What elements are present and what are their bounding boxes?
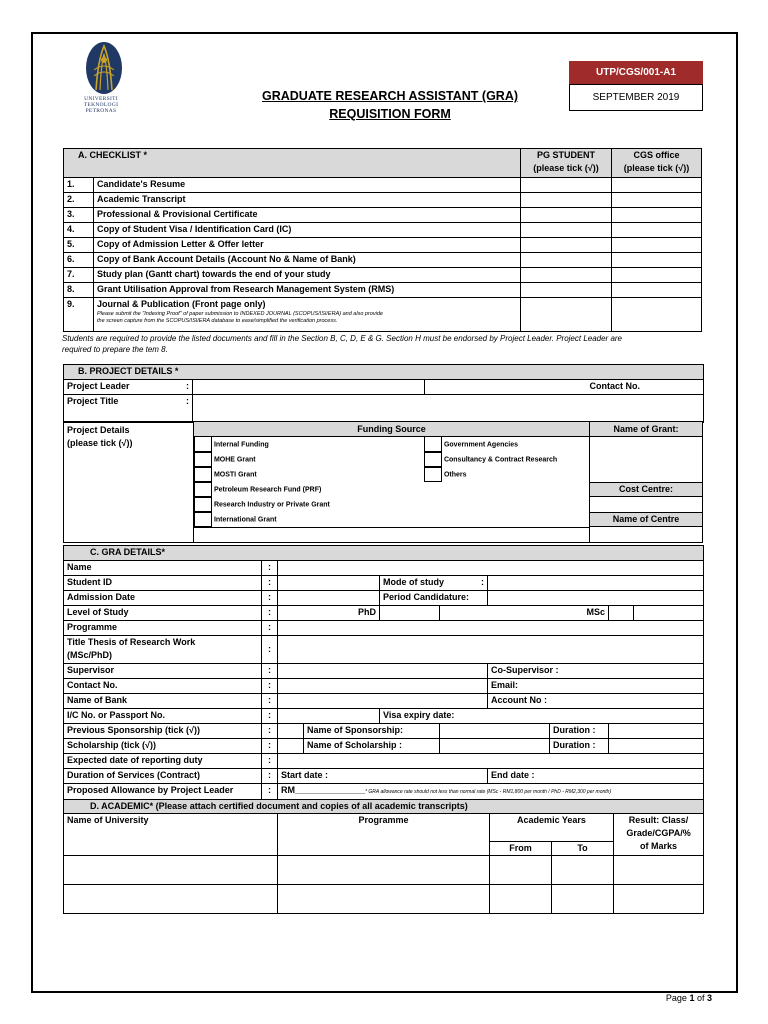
checklist-row [64, 193, 702, 208]
visa-expiry-label: Visa expiry date: [380, 709, 704, 724]
pg-tick-cell[interactable] [521, 298, 612, 332]
cgs-tick-cell[interactable] [612, 178, 702, 193]
checklist-label: Study plan (Gantt chart) towards the end of your study [94, 268, 521, 283]
checklist-row [64, 208, 702, 223]
scholarship-name-field[interactable] [440, 739, 550, 754]
programme-label: Programme [64, 621, 262, 636]
project-leader-spacer [425, 380, 587, 395]
logo-line-2: TEKNOLOGI [83, 102, 119, 108]
contact-no-label: Contact No. [587, 380, 704, 395]
programme-column-header: Programme [278, 814, 490, 856]
checklist-label: Copy of Student Visa / Identification Card (IC) [94, 223, 521, 238]
cgs-tick-cell[interactable] [612, 208, 702, 223]
ic-passport-field[interactable] [278, 709, 380, 724]
previous-sponsorship-label: Previous Sponsorship (tick (√)) [64, 724, 262, 739]
checklist-table [63, 148, 702, 332]
sponsorship-name-label: Name of Sponsorship: [304, 724, 440, 739]
phd-label: PhD [278, 606, 380, 621]
pg-tick-cell[interactable] [521, 223, 612, 238]
project-details-table [63, 364, 704, 423]
pg-tick-cell[interactable] [521, 283, 612, 298]
checklist-number: 9. [64, 298, 94, 332]
form-title [235, 87, 545, 123]
name-of-centre-heading: Name of Centre [590, 512, 702, 527]
logo-wordmark [66, 96, 136, 114]
checklist-footnote: Students are required to provide the listed documents and fill in the Section B, C, D, E & G. Section H must be endorsed by Project Leader. Project Leader are required to prepare the tem 8. [62, 334, 623, 354]
email-label: Email: [488, 679, 704, 694]
funding-option[interactable]: Petroleum Research Fund (PRF) [194, 482, 330, 497]
name-of-centre-field[interactable] [590, 527, 702, 542]
bank-name-label: Name of Bank [64, 694, 262, 709]
cost-centre-heading: Cost Centre: [590, 482, 702, 497]
form-title-line-1: GRADUATE RESEARCH ASSISTANT (GRA) [261, 89, 519, 103]
cgs-tick-cell[interactable] [612, 268, 702, 283]
logo-line-3: PETRONAS [85, 108, 117, 114]
admission-date-field[interactable] [278, 591, 380, 606]
checklist-number: 7. [64, 268, 94, 283]
cost-centre-field[interactable] [590, 497, 702, 512]
cgs-tick-cell[interactable] [612, 283, 702, 298]
pg-student-column-header: PG STUDENT (please tick (√)) [521, 149, 612, 178]
programme-field[interactable] [278, 621, 704, 636]
checklist-label: Copy of Bank Account Details (Account No & Name of Bank) [94, 253, 521, 268]
funding-option[interactable]: Consultancy & Contract Research [424, 452, 557, 467]
supervisor-label: Supervisor [64, 664, 262, 679]
msc-checkbox[interactable] [609, 606, 634, 621]
checklist-row [64, 178, 702, 193]
name-of-grant-heading: Name of Grant: [590, 422, 702, 437]
cgs-tick-cell[interactable] [612, 298, 702, 332]
funding-left-list [194, 437, 330, 527]
scholarship-name-label: Name of Scholarship : [304, 739, 440, 754]
duration-services-label: Duration of Services (Contract) [64, 769, 262, 784]
period-candidature-label: Period Candidature: [380, 591, 488, 606]
pg-tick-cell[interactable] [521, 268, 612, 283]
to-column-header: To [552, 842, 614, 856]
funding-right-list [424, 437, 557, 482]
project-details-heading: B. PROJECT DETAILS * [64, 365, 704, 380]
thesis-title-label: Title Thesis of Research Work (MSc/PhD) [64, 636, 262, 664]
checklist-number: 4. [64, 223, 94, 238]
pg-tick-cell[interactable] [521, 238, 612, 253]
funding-option[interactable]: Others [424, 467, 557, 482]
funding-option[interactable]: International Grant [194, 512, 330, 527]
checklist-row [64, 223, 702, 238]
from-column-header: From [490, 842, 552, 856]
project-details-label: Project Details (please tick (√)) [67, 425, 133, 448]
funding-option[interactable]: MOHE Grant [194, 452, 330, 467]
allowance-field[interactable] [278, 784, 704, 800]
previous-sponsorship-tick[interactable] [278, 724, 304, 739]
name-field[interactable] [278, 561, 704, 576]
scholarship-label: Scholarship (tick (√)) [64, 739, 262, 754]
cgs-tick-cell[interactable] [612, 253, 702, 268]
academic-heading: D. ACADEMIC* (Please attach certified document and copies of all academic transcripts) [64, 800, 704, 814]
level-spacer [634, 606, 704, 621]
pg-tick-cell[interactable] [521, 178, 612, 193]
start-date-label[interactable]: Start date : [278, 769, 488, 784]
checklist-number: 6. [64, 253, 94, 268]
mode-of-study-field[interactable] [488, 576, 704, 591]
name-label: Name [64, 561, 262, 576]
academic-row [64, 885, 704, 914]
rm-label: RM______________ [281, 785, 366, 795]
form-title-line-2: REQUISITION FORM [329, 107, 451, 121]
checklist-label: Candidate's Resume [94, 178, 521, 193]
form-code-badge: UTP/CGS/001-A1 [569, 61, 703, 84]
result-column-header: Result: Class/ Grade/CGPA/% of Marks [614, 814, 704, 856]
university-column-header: Name of University [64, 814, 278, 856]
funding-option[interactable]: MOSTI Grant [194, 467, 330, 482]
checklist-number: 5. [64, 238, 94, 253]
project-title-field[interactable] [193, 395, 704, 423]
checklist-label: Journal & Publication (Front page only) Please submit the "Indexing Proof" of paper submission to INDEXED JOURNAL (SCOPUS/ISI/ERA) and also provide the screen capture from the SCOPUS/ISI/ERA database to ease/simplified the verification process. [94, 298, 521, 332]
expected-reporting-field[interactable] [278, 754, 704, 769]
allowance-note: * GRA allowance rate should not less than normal rate (MSc - RM1,800 per month / PhD - RM2,300 per month) [365, 789, 612, 795]
academic-table [63, 799, 704, 914]
sponsorship-duration-field[interactable] [609, 724, 704, 739]
checklist-row [64, 268, 702, 283]
student-id-label: Student ID [64, 576, 262, 591]
form-date-box: SEPTEMBER 2019 [569, 84, 703, 111]
funding-block [63, 421, 703, 543]
sponsorship-duration-label: Duration : [550, 724, 609, 739]
academic-years-header: Academic Years [490, 814, 614, 842]
checklist-row [64, 253, 702, 268]
period-candidature-field[interactable] [488, 591, 704, 606]
scholarship-duration-label: Duration : [550, 739, 609, 754]
cosupervisor-label: Co-Supervisor : [488, 664, 704, 679]
logo-line-1: UNIVERSITI [84, 96, 118, 102]
checklist-number: 3. [64, 208, 94, 223]
scholarship-duration-field[interactable] [609, 739, 704, 754]
level-of-study-label: Level of Study [64, 606, 262, 621]
gra-details-heading: C. GRA DETAILS* [64, 546, 704, 561]
pg-tick-cell[interactable] [521, 208, 612, 223]
checklist-row [64, 298, 702, 332]
checklist-row [64, 283, 702, 298]
page-number: Page 1 of 3 [665, 993, 712, 1003]
supervisor-field[interactable] [278, 664, 488, 679]
checklist-number: 2. [64, 193, 94, 208]
checklist-row [64, 238, 702, 253]
checklist-heading: A. CHECKLIST * [64, 149, 521, 178]
funding-option[interactable]: Government Agencies [424, 437, 557, 452]
bank-name-field[interactable] [278, 694, 488, 709]
checklist-label: Professional & Provisional Certificate [94, 208, 521, 223]
project-title-label: Project Title : [64, 395, 193, 423]
gra-details-table: C. GRA DETAILS* Name : Student ID : Mode of study : Admission Date : Period Candidature: Level of Study : PhD MSc Programme : Title Thesis of Research Work (MSc/PhD) : Supervisor : Co-Supervisor : Contact No. : Email: Name of Bank : Account No : I/C No. or Passport No. : Visa expiry date: Previous Sponsorship (tick (√)) : Name of Sponsorship: Duration : Scholarship (tick (√)) : Name of Scholarship : Duration : Expected date of reporting duty : Duration of Services (Contract) : Start date : End date : Proposed Allowance by Project Leader : RM______________* GRA allowance rate should not less than normal rate (MSc - RM1,800 per month / PhD - RM2,300 per month) [63, 545, 704, 800]
project-leader-label: Project Leader : [64, 380, 193, 395]
cgs-tick-cell[interactable] [612, 193, 702, 208]
checklist-label: Copy of Admission Letter & Offer letter [94, 238, 521, 253]
funding-source-heading: Funding Source [194, 422, 589, 437]
admission-date-label: Admission Date [64, 591, 262, 606]
msc-label: MSc [440, 606, 609, 621]
utp-logo-emblem-icon [72, 40, 136, 96]
cgs-tick-cell[interactable] [612, 238, 702, 253]
expected-reporting-label: Expected date of reporting duty [64, 754, 262, 769]
checklist-number: 8. [64, 283, 94, 298]
pg-tick-cell[interactable] [521, 253, 612, 268]
academic-row [64, 856, 704, 885]
account-no-label: Account No : [488, 694, 704, 709]
scholarship-tick[interactable] [278, 739, 304, 754]
thesis-title-field[interactable] [278, 636, 704, 664]
contact-label: Contact No. [64, 679, 262, 694]
mode-of-study-label: Mode of study : [380, 576, 488, 591]
funding-option[interactable]: Research Industry or Private Grant [194, 497, 330, 512]
end-date-label[interactable]: End date : [488, 769, 704, 784]
allowance-label: Proposed Allowance by Project Leader [64, 784, 262, 800]
sponsorship-name-field[interactable] [440, 724, 550, 739]
cgs-office-column-header: CGS office (please tick (√)) [612, 149, 702, 178]
pg-tick-cell[interactable] [521, 193, 612, 208]
student-id-field[interactable] [278, 576, 380, 591]
phd-checkbox[interactable] [380, 606, 440, 621]
item9-note: the screen capture from the SCOPUS/ISI/ERA database to ease/simplified the verification process. [97, 318, 338, 324]
contact-field[interactable] [278, 679, 488, 694]
item9-note: Please submit the "Indexing Proof" of paper submission to INDEXED JOURNAL (SCOPUS/ISI/ERA) and also provide [97, 311, 383, 317]
funding-option[interactable]: Internal Funding [194, 437, 330, 452]
checklist-label: Grant Utilisation Approval from Research Management System (RMS) [94, 283, 521, 298]
ic-passport-label: I/C No. or Passport No. [64, 709, 262, 724]
cgs-tick-cell[interactable] [612, 223, 702, 238]
checklist-label: Academic Transcript [94, 193, 521, 208]
checklist-number: 1. [64, 178, 94, 193]
project-leader-field[interactable] [193, 380, 425, 395]
